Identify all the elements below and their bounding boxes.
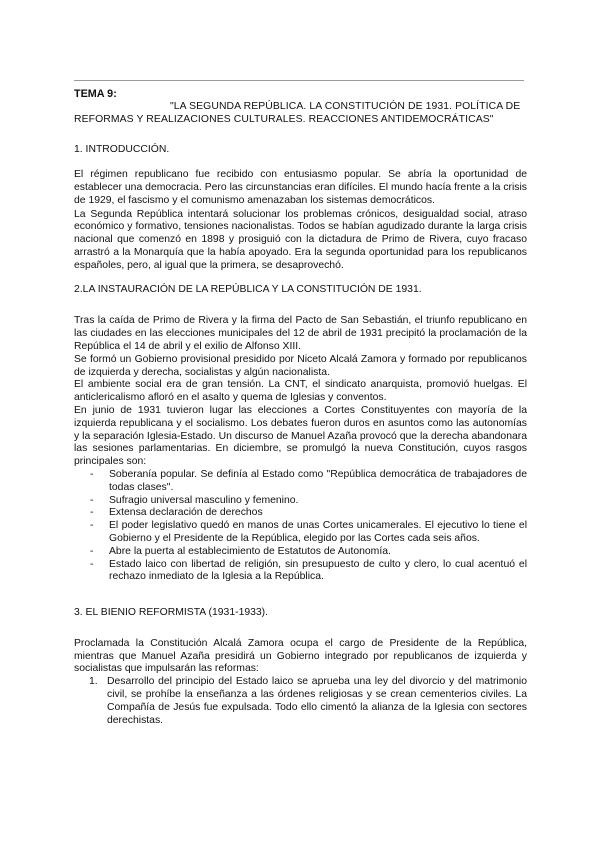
paragraph: El ambiente social era de gran tensión. La CNT, el sindicato anarquista, promovió huelgas. El anticlericalismo afloró en el asalto y quema de Iglesias y conventos. [74, 379, 527, 404]
list-item [74, 495, 527, 508]
bullet-dash: - [90, 507, 94, 519]
section-heading-introduccion: 1. INTRODUCCIÓN. [74, 144, 170, 156]
list-item-text: Sufragio universal masculino y femenino. [109, 494, 299, 506]
paragraph: Se formó un Gobierno provisional presidido por Niceto Alcalá Zamora y formado por republicanos de izquierda y derecha, socialistas y algún nacionalista. [74, 353, 527, 378]
document-body [74, 88, 527, 727]
list-item [74, 520, 527, 546]
paragraph: Proclamada la Constitución Alcalá Zamora ocupa el cargo de Presidente de la República, mientras que Manuel Azaña presidirá un Gobierno integrado por republicanos de izquierda y socialistas que impulsarán las reformas: [74, 637, 527, 675]
list-item [74, 546, 527, 559]
list-item-text: Soberanía popular. Se definía al Estado como "República democrática de trabajadores de todas clases". [109, 468, 527, 493]
paragraph: En junio de 1931 tuvieron lugar las elecciones a Cortes Constituyentes con mayoría de la izquierda republicana y el socialismo. Los debates fueron duros en asuntos como las autonomías y la separación Iglesia-Estado. Un discurso de Manuel Azaña provocó que la derecha abandonara las sesiones parlamentarias. En diciembre, se promulgó la nueva Constitución, cuyos rasgos principales son: [74, 404, 527, 468]
constitution-features-list [74, 469, 527, 584]
list-item [74, 559, 527, 585]
topic-label: TEMA 9: [74, 88, 117, 100]
list-item-text: Extensa declaración de derechos [109, 507, 263, 519]
reforms-list [74, 676, 527, 727]
title-line-1: "LA SEGUNDA REPÚBLICA. LA CONSTITUCIÓN DE 1931. POLÍTICA DE [170, 100, 521, 112]
title-line-2: REFORMAS Y REALIZACIONES CULTURALES. REACCIONES ANTIDEMOCRÁTICAS" [74, 113, 494, 125]
header-rule [74, 80, 524, 81]
list-item [74, 469, 527, 495]
list-item-text: Desarrollo del principio del Estado laico se aprueba una ley del divorcio y del matrimonio civil, se prohíbe la enseñanza a las órdenes religiosas y se crean cementerios civiles. La Compañía de Jesús fue expulsada. Todo ello cimentó la alianza de la Iglesia con sectores derechistas. [107, 676, 527, 726]
bullet-dash: - [90, 494, 94, 506]
paragraph: La Segunda República intentará solucionar los problemas crónicos, desigualdad social, atraso económico y formativo, tensiones nacionalistas. Todos se habían agudizado durante la larga crisis nacional que comenzó en 1898 y prosiguió con la dictadura de Primo de Rivera, cuyo fracaso arrastró a la Monarquía que la había apoyado. Era la segunda oportunidad para los republicanos españoles, pero, al igual que la primera, se desaprovechó. [74, 208, 527, 271]
section-heading-bienio-reformista: 3. EL BIENIO REFORMISTA (1931-1933). [74, 607, 269, 619]
list-number: 1. [89, 676, 98, 688]
paragraph: Tras la caída de Primo de Rivera y la firma del Pacto de San Sebastián, el triunfo republicano en las ciudades en las elecciones municipales del 12 de abril de 1931 precipitó la proclamación de la República el 14 de abril y el exilio de Alfonso XIII. [74, 315, 527, 352]
list-item-text: El poder legislativo quedó en manos de unas Cortes unicamerales. El ejecutivo lo tiene el Gobierno y el Presidente de la República, elegido por las Cortes cada seis años. [109, 520, 527, 544]
bullet-dash: - [90, 468, 94, 480]
list-item-text: Abre la puerta al establecimiento de Estatutos de Autonomía. [109, 545, 391, 557]
section-heading-instauracion: 2.LA INSTAURACIÓN DE LA REPÚBLICA Y LA CONSTITUCIÓN DE 1931. [74, 283, 422, 295]
list-item [74, 676, 527, 727]
paragraph: El régimen republicano fue recibido con entusiasmo popular. Se abría la oportunidad de establecer una democracia. Pero las circunstancias eran difíciles. El mundo hacía frente a la crisis de 1929, el fascismo y el comunismo amenazaban los sistemas democráticos. [74, 169, 527, 206]
document-title [74, 101, 527, 127]
list-item-text: Estado laico con libertad de religión, sin presupuesto de culto y clero, lo cual acentuó el rechazo inmediato de la Iglesia a la República. [109, 558, 527, 583]
bullet-dash: - [90, 545, 94, 557]
bullet-dash: - [90, 558, 94, 570]
list-item [74, 507, 527, 520]
bullet-dash: - [90, 520, 94, 532]
